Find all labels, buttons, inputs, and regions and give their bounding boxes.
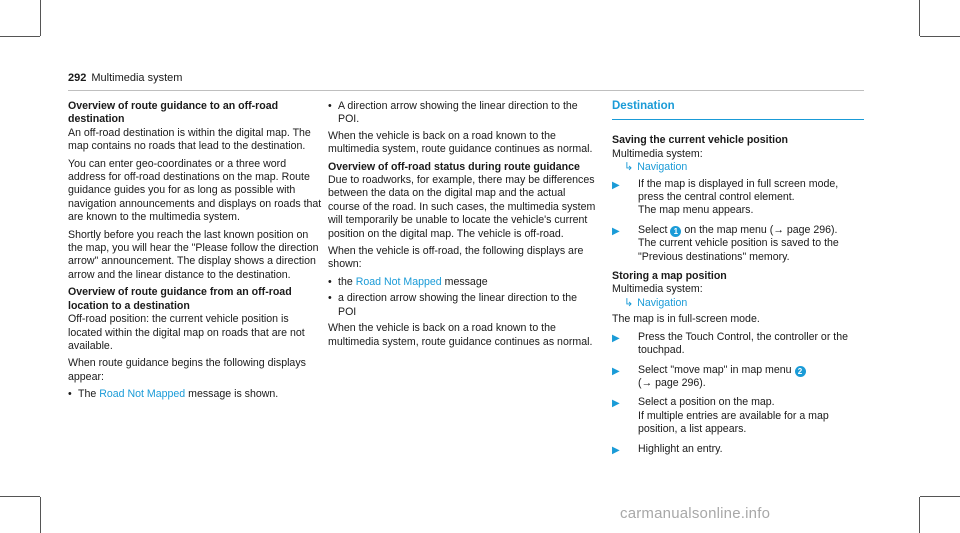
- step-text: Select a position on the map.: [638, 396, 775, 409]
- heading: Overview of route guidance from an off-road location to a destination: [68, 286, 292, 312]
- crop-mark: [0, 496, 40, 497]
- paragraph: You can enter geo-coordinates or a three word address for off-road destinations on the map. Route guidance guides you for as long as possible with navigation announcements and displays on roads that are known to the multimedia system.: [68, 157, 322, 224]
- header-rule: [68, 90, 864, 91]
- bullet-text: The: [78, 388, 97, 401]
- step-arrow-icon: ▶: [612, 332, 620, 344]
- bullet-text: a direction arrow showing the linear direction to the POI: [338, 292, 578, 318]
- paragraph: Off-road position: the current vehicle position is located within the digital map on roads that are not available.: [68, 313, 305, 352]
- status-message: Road Not Mapped: [99, 388, 186, 401]
- step-item: [612, 178, 864, 218]
- step-item: [612, 396, 864, 436]
- bullet-text: the: [338, 275, 353, 288]
- paragraph: When the vehicle is back on a road known to the multimedia system, route guidance continues as normal.: [328, 129, 593, 156]
- paragraph: When route guidance begins the following displays appear:: [68, 357, 306, 383]
- bullet-icon: •: [328, 292, 332, 305]
- menu-path-label: Multimedia system:: [612, 147, 703, 160]
- heading: Storing a map position: [612, 270, 727, 283]
- callout-badge: 1: [670, 226, 681, 237]
- step-item: [612, 443, 864, 457]
- bullet-icon: •: [68, 388, 72, 401]
- heading: Overview of route guidance to an off-road destination: [68, 100, 279, 126]
- column-left: [68, 100, 322, 405]
- crop-mark: [920, 496, 960, 497]
- step-item: [612, 364, 864, 391]
- step-text: Press the Touch Control, the controller or the touchpad.: [638, 330, 849, 357]
- step-text: Select "move map" in map menu: [638, 363, 792, 376]
- step-arrow-icon: ▶: [612, 365, 620, 377]
- step-arrow-icon: ▶: [612, 398, 620, 410]
- crop-mark: [919, 0, 920, 36]
- bullet-text: message: [444, 275, 488, 288]
- step-result: The map menu appears.: [638, 204, 754, 217]
- paragraph: An off-road destination is within the digital map. The map contains no roads that lead to the destination.: [68, 126, 311, 153]
- callout-badge: 2: [795, 366, 806, 377]
- crop-mark: [920, 36, 960, 37]
- step-item: [612, 331, 864, 358]
- page-header: [68, 72, 182, 85]
- step-arrow-icon: ▶: [612, 444, 620, 456]
- menu-path-label: Multimedia system:: [612, 283, 703, 296]
- submenu-arrow-icon: ↳: [624, 296, 634, 309]
- heading: Saving the current vehicle position: [612, 134, 789, 147]
- submenu-arrow-icon: ↳: [624, 161, 634, 174]
- step-arrow-icon: ▶: [612, 225, 620, 237]
- step-result: If multiple entries are available for a map position, a list appears.: [638, 409, 829, 436]
- page-number: 292: [68, 72, 87, 84]
- menu-path-item: Navigation: [637, 161, 688, 174]
- crop-mark: [0, 36, 40, 37]
- menu-path-item: Navigation: [637, 296, 688, 309]
- status-message: Road Not Mapped: [355, 275, 442, 288]
- paragraph: When the vehicle is back on a road known to the multimedia system, route guidance continues as normal.: [328, 322, 593, 348]
- bullet-item: [328, 100, 596, 127]
- crop-mark: [40, 497, 41, 533]
- bullet-text: A direction arrow showing the linear direction to the POI.: [338, 100, 578, 126]
- bullet-item: [68, 388, 322, 401]
- bullet-item: [328, 276, 596, 289]
- bullet-icon: •: [328, 100, 332, 112]
- menu-path: [624, 161, 864, 174]
- section-title: Destination: [612, 100, 675, 112]
- menu-path: [624, 297, 864, 310]
- watermark: carmanualsonline.info: [620, 505, 771, 522]
- crop-mark: [40, 0, 41, 36]
- step-text: Highlight an entry.: [638, 442, 723, 455]
- column-middle: [328, 100, 596, 353]
- section-name: Multimedia system: [91, 72, 183, 84]
- paragraph: When the vehicle is off-road, the following displays are shown:: [328, 245, 584, 271]
- step-text: (→ page 296).: [638, 376, 706, 389]
- section-rule: [612, 119, 864, 120]
- crop-mark: [919, 497, 920, 533]
- bullet-icon: •: [328, 275, 332, 288]
- step-result: The current vehicle position is saved to the "Previous destinations" memory.: [638, 237, 839, 263]
- step-text: on the map menu (→ page 296).: [684, 223, 838, 236]
- step-text: If the map is displayed in full screen mode, press the central control element.: [638, 177, 839, 204]
- paragraph: Due to roadworks, for example, there may be differences between the data on the digital map and the actual course of the road. In such cases, the multimedia system will temporarily be unable to locate the vehicle's current position on the digital map. The vehicle is off-road.: [328, 174, 596, 240]
- column-right: [612, 100, 864, 463]
- paragraph: Shortly before you reach the last known position on the map, you will hear the "Please follow the direction arrow" announcement. The display shows a direction arrow and the linear distance to the destination.: [68, 228, 319, 281]
- bullet-text: message is shown.: [188, 388, 279, 401]
- heading: Overview of off-road status during route guidance: [328, 160, 580, 173]
- step-item: [612, 224, 864, 264]
- step-text: Select: [638, 223, 668, 236]
- bullet-item: [328, 292, 596, 319]
- step-arrow-icon: ▶: [612, 179, 620, 191]
- paragraph: The map is in full-screen mode.: [612, 313, 760, 326]
